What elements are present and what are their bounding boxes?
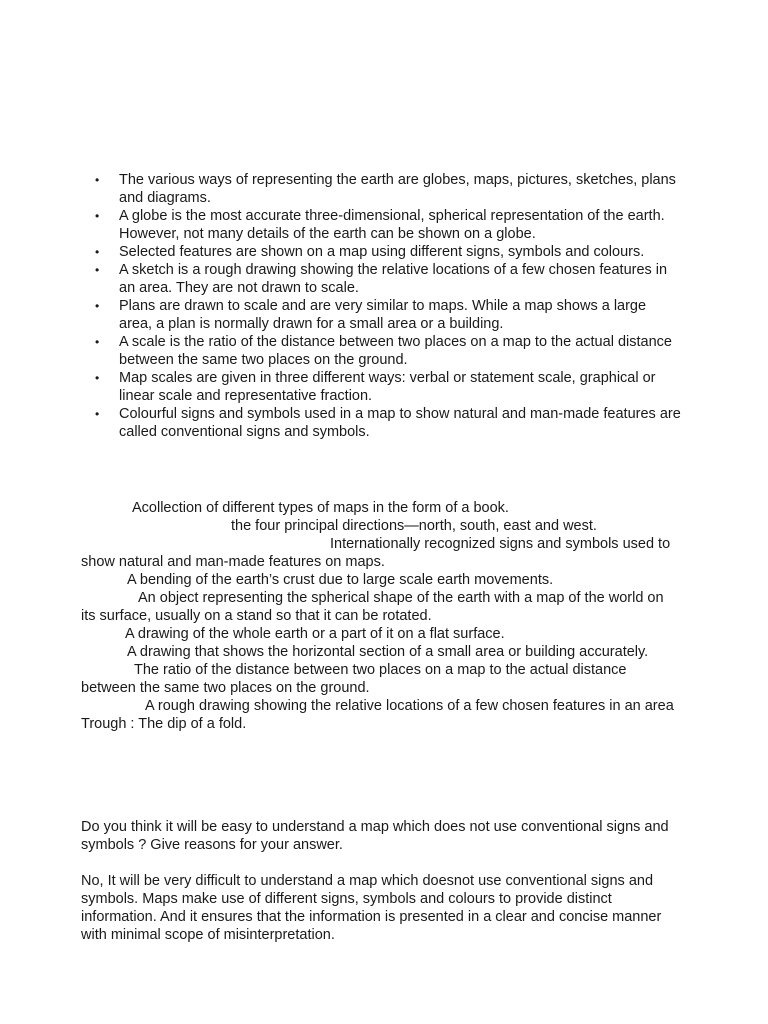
summary-point: • Colourful signs and symbols used in a map to show natural and man-made features are called conventional signs and symbols. <box>81 405 681 441</box>
definition-plan: A drawing that shows the horizontal section of a small area or building accurately. <box>127 644 649 660</box>
definition-cardinal-points: the four principal directions—north, south, east and west. <box>231 518 597 534</box>
definition-atlas: Acollection of different types of maps in the form of a book. <box>132 500 509 516</box>
definition-map: A drawing of the whole earth or a part of it on a flat surface. <box>125 626 505 642</box>
summary-point: • Plans are drawn to scale and are very similar to maps. While a map shows a large area, a plan is normally drawn for a small area or a building. <box>81 297 681 333</box>
summary-point: • Selected features are shown on a map using different signs, symbols and colours. <box>81 243 681 261</box>
summary-point: • A globe is the most accurate three-dimensional, spherical representation of the earth. However, not many details of the earth can be shown on a globe. <box>81 207 681 243</box>
summary-bullet-list <box>81 171 681 441</box>
definition-globe: An object representing the spherical shape of the earth with a map of the world on its surface, usually on a stand so that it can be rotated. <box>81 590 664 624</box>
summary-point: • A sketch is a rough drawing showing the relative locations of a few chosen features in an area. They are not drawn to scale. <box>81 261 681 297</box>
answer-text: No, It will be very difficult to understand a map which doesnot use conventional signs and symbols. Maps make use of different signs, symbols and colours to provide distinct information. And it ensures that the information is presented in a clear and concise manner with minimal scope of misinterpretation. <box>81 873 662 943</box>
summary-point: • The various ways of representing the earth are globes, maps, pictures, sketches, plans and diagrams. <box>81 171 681 207</box>
question-text: Do you think it will be easy to understand a map which does not use conventional signs and symbols ? Give reasons for your answer. <box>81 819 669 853</box>
definition-fold: A bending of the earth’s crust due to large scale earth movements. <box>127 572 554 588</box>
question-answer-section <box>81 818 681 944</box>
definition-conventional-symbols: Internationally recognized signs and symbols used to show natural and man-made features on maps. <box>81 536 671 570</box>
summary-point: • Map scales are given in three different ways: verbal or statement scale, graphical or linear scale and representative fraction. <box>81 369 681 405</box>
summary-point: • A scale is the ratio of the distance between two places on a map to the actual distance between the same two places on the ground. <box>81 333 681 369</box>
definitions-section <box>81 499 681 733</box>
definition-sketch: A rough drawing showing the relative locations of a few chosen features in an area Trough : The dip of a fold. <box>81 698 674 732</box>
definition-scale: The ratio of the distance between two places on a map to the actual distance between the same two places on the ground. <box>81 662 627 696</box>
